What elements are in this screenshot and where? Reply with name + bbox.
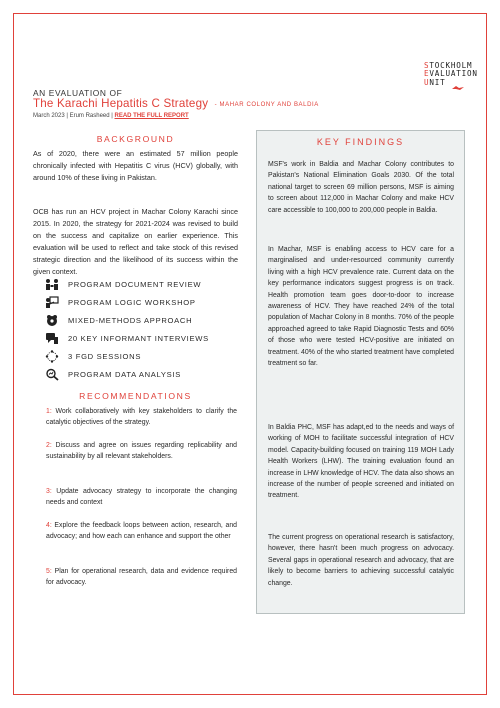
report-subtitle: - MAHAR COLONY AND BALDIA [214, 102, 319, 108]
background-heading: BACKGROUND [96, 134, 175, 144]
read-full-report-link[interactable]: READ THE FULL REPORT [114, 113, 189, 119]
recommendation-item [46, 486, 237, 508]
recommendation-item [46, 406, 237, 428]
background-paragraph-1: As of 2020, there were an estimated 57 million people chronically infected with Hepatitis C virus (HCV) globally, with around 10% of these living in Pakistan. [33, 149, 238, 182]
logo-rest: VALUATION [429, 69, 478, 79]
method-interviews [45, 332, 209, 345]
key-findings-heading: KEY FINDINGS [316, 137, 405, 147]
logo-rest: TOCKHOLM [429, 61, 473, 70]
document-review-icon [45, 278, 59, 291]
logo-cap: U [424, 77, 430, 87]
recommendation-number: 3: [46, 488, 52, 495]
logo-cap: E [424, 69, 430, 79]
recommendation-item [46, 566, 237, 588]
report-date-author: March 2023 | Erum Rasheed | [33, 113, 115, 119]
method-data-analysis [45, 368, 181, 381]
logo-bird-icon [451, 85, 465, 91]
key-findings-paragraph-4: The current progress on operational research is satisfactory, however, there hasn't been much progress on advocacy. Several gaps in operational research and advocacy, that are likely to become barriers to achieving successful catalytic change. [268, 534, 454, 587]
recommendation-number: 2: [46, 442, 52, 449]
recommendations-heading: RECOMMENDATIONS [79, 391, 192, 401]
logo-cap: S [424, 61, 430, 70]
key-findings-paragraph-3: In Baldia PHC, MSF has adapt,ed to the needs and ways of working of MOH to facilitate successful integration of HCV model. Capacity-building focused on training 119 MOH Lady Health Workers (LHW). The training evaluation found an increase in LHW knowledge of HCV. The data also shows an increase of the number of people screened and initiated on treatment. [268, 424, 454, 500]
method-document-review [45, 278, 201, 291]
workshop-icon [45, 296, 59, 309]
method-fgd-sessions [45, 350, 141, 363]
method-mixed-methods [45, 314, 192, 327]
method-label: PROGRAM LOGIC WORKSHOP [68, 298, 196, 307]
data-analysis-icon [45, 368, 59, 381]
method-logic-workshop [45, 296, 196, 309]
background-paragraph-2: OCB has run an HCV project in Machar Colony Karachi since 2015. In 2020, the strategy for 2021-2024 was revised to build on the success and capitalize on earlier experience. This evaluation will be used to reflect and take stock of this revised strategic direction and the likelihood of its success within the given context. [33, 207, 238, 276]
eval-of-label: AN EVALUATION OF [33, 88, 123, 98]
report-title-main: The Karachi Hepatitis C Strategy [33, 97, 209, 110]
recommendation-text: Work collaboratively with key stakeholders to clarify the catalytic objectives of the strategy. [46, 408, 237, 427]
report-meta [33, 113, 189, 119]
report-title [33, 97, 319, 110]
method-label: PROGRAM DATA ANALYSIS [68, 370, 182, 379]
logo-rest: NIT [429, 77, 446, 87]
recommendation-text: Discuss and agree on issues regarding replicability and sustainability by all relevant stakeholders. [46, 442, 237, 461]
interview-icon [45, 332, 59, 345]
method-label: 20 KEY INFORMANT INTERVIEWS [68, 334, 209, 343]
method-label: 3 FGD SESSIONS [68, 352, 142, 361]
recommendation-item [46, 440, 237, 462]
method-label: MIXED-METHODS APPROACH [68, 316, 193, 325]
recommendation-text: Plan for operational research, data and evidence required for advocacy. [46, 568, 237, 587]
key-findings-paragraph-1: MSF's work in Baldia and Machar Colony contributes to Pakistan's National Elimination Goals 2030. Of the total national target to screen 69 million persons, MSF is aiming to screen about 112,000 in Machar Colony and make HCV care accessible to 100,000 to 200,000 people in Baldia. [268, 161, 454, 214]
focus-group-icon [45, 350, 59, 363]
mixed-methods-icon [45, 314, 59, 327]
key-findings-paragraph-2: In Machar, MSF is enabling access to HCV care for a marginalised and under-resourced community currently living with a high HCV prevalence rate. Current data on the key performance indicators suggest progress is on track. Health promotion team goes door-to-door to increase awareness of HCV. They have reached 24% of the total population of Machar Colony in 8 months. 70% of the people approached agreed to take Rapid Diagnostic Tests and 60% of those who were tested HCV-positive are initiated on treatment. 40% of the who started treatment have completed treatment so far. [268, 246, 454, 368]
recommendation-item [46, 520, 237, 542]
recommendation-text: Explore the feedback loops between action, research, and advocacy; and how each can enhance and support the other [46, 522, 237, 541]
recommendation-text: Update advocacy strategy to incorporate the changing needs and context [46, 488, 237, 507]
recommendation-number: 1: [46, 408, 52, 415]
seu-logo [424, 62, 478, 87]
recommendation-number: 5: [46, 568, 52, 575]
method-label: PROGRAM DOCUMENT REVIEW [68, 280, 202, 289]
recommendation-number: 4: [46, 522, 52, 529]
